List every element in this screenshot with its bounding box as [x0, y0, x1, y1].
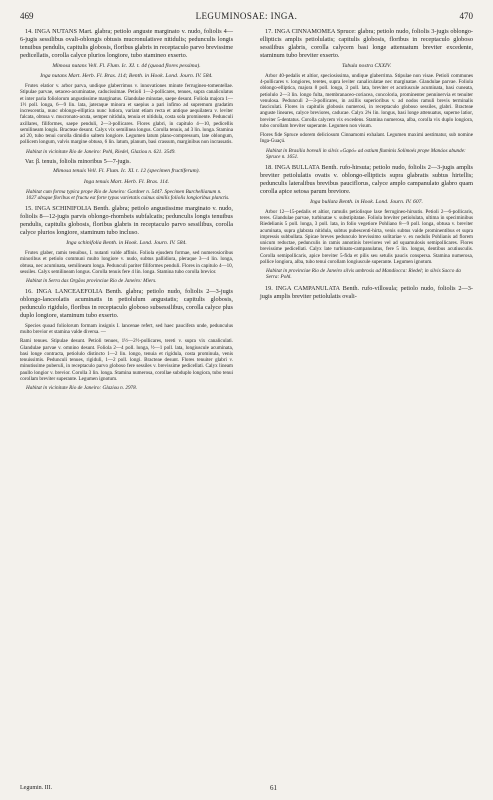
left-habitat-paragraph: Habitat in vicinitate Rio de Janeiro: Glaziou n. 2978. [26, 385, 138, 392]
left-column [20, 28, 233, 395]
left-species-paragraph: 14. INGA NUTANS Mart. glabra; petiolo anguste marginato v. nudo, foliolis 4—6-jugis sessilibus ovali-oblongis obtusis mucronulatisve nitidulis; pedunculis longis tenuibus pendulis, capitulis globosis, floribus glabris in receptaculo parvo brevissime pedicellatis, corolla calyce plurios longiore, tubo stamineo exserto. [20, 28, 233, 59]
running-title: LEGUMINOSAE: INGA. [195, 11, 298, 21]
right-desc-paragraph: Arbor 12—15-pedalis et altior, ramulis petiolisque laxe ferrugineo-hirsutis. Petioli 2—6-pollicaris, teres. Glandulae parvae, turbinatae v. substipitatae. Foliola breviter petiolulata, ultima in speciminibus Riedelianis 5 poll. longa, 3 poll. lata, in folio vegetiore Pohliano 8—9 poll. longa, obtusa v. breviter acuminata, supra glabrata nitidula, subtus pubescenti-hirta, venis subtus valde prominentibus et supra impressis subbullata. Spicae breves pedunculo brevissimo solitariae v. ex nodulis Pohlianis ad florem unicum reductae, pedunculis in ramis annotinis breviores vel ad squamulosis semipollicares. Flores brevissime pedicellati. Calyx late turbinato-campanulatus, fere 5 lin. longus, dentibus acutiusculis. Corolla semipollicaris, apice breviter 5-fida et pilis seu setulis paucis conspersa. Stamina numerosa, pollice longiora, alba, tubo tenui corollam longiuscule superante. Legumen ignotum. [260, 208, 473, 265]
right-desc-paragraph: Arbor 40-pedalis et altior, speciosissima, undique glaberrima. Stipulae non visae. Petioli communes 4-pollicares v. longiores, teretes, supra leviter canaliculatae nec marginatae. Glandulae parvae. Foliola oblongo-elliptica, majora 8 poll. longa, 3 poll. lata, breviter et acutiuscule acuminata, basi cuneata, petiolulo 2—3 lin. longo fulta, membranaceo-coriacea, concoloria, prominenter penninervia et tenuiter venulosa. Pedunculi 2—3-pollicares, in axillis superioribus v. ad nodos ramuli brevis terminalis fasciculati. Flores in capitulis globosis numerosi, in receptaculo globoso sessiles, glabri. Bracteae anguste lineares, calyce breviores, caducae. Calyx 2¾ lin. longus, basi longe attenuatus, superne latior, breviter 5-dentatus. Corolla calycem vix excedens. Stamina numerosa, alba, corolla vix duplo longiora, tubo corollam breviter superante. Legumen non visum. [260, 72, 473, 129]
right-small-paragraph: Flores fide Spruce odorem deliciosum Cinnamomi exhalant. Legumen maximi aestimatur, sub nomine Inga-Guaçú. [260, 132, 473, 145]
left-varp-paragraph: Var. β. tenuis, foliolis minoribus 5—7-jugis. [25, 158, 131, 165]
sheet-number: 61 [270, 784, 277, 792]
left-ref-paragraph: Inga schinifolia Benth. in Hook. Lond. Journ. IV. 584. [66, 239, 187, 246]
left-habitat-paragraph: Habitat cum forma typica prope Rio de Janeiro: Gardner n. 5447. Specimen Burchellianum n. 1027 absque floribus et fructu est forte typus varietatis cuinus similis foliolis longioribus planctis. [26, 188, 230, 202]
right-ref-paragraph: Tabula nostra CXXIV. [342, 62, 391, 69]
left-habitat-paragraph: Habitat in Serra das Orgãos provinciae Rio de Janeiro: Miers. [26, 278, 157, 285]
right-column [260, 28, 473, 303]
right-species-paragraph: 17. INGA CINNAMOMEA Spruce: glabra; petiolo nudo, foliolis 3-jugis oblongo-ellipticis amplis petiolulatis; capitulis globosis, floribus in receptaculo globoso sessilibus glabris, corolla calycem basi longe attenuatum breviter excedente, staminum tubo breviter exserto. [260, 28, 473, 59]
page-header [20, 11, 473, 25]
left-ref-paragraph: Mimosa nutans Vell. Fl. Flum. Ic. XI. t. 44 (quoad flores pessima). [52, 62, 201, 69]
left-ref-paragraph: Mimosa tenuis Vell. Fl. Flum. Ic. XI. t. 12 (specimen fructiferum). [53, 168, 200, 175]
left-ref-paragraph: Inga nutans Mart. Herb. Fl. Bras. 114; Benth. in Hook. Lond. Journ. IV. 584. [40, 72, 213, 79]
right-habitat-paragraph: Habitat in provinciae Rio de Janeiro silvis umbrosis ad Mandiocca: Riedel; in silvis Sacco da Serra: Pohl. [266, 268, 461, 281]
page-number-left: 469 [20, 11, 34, 21]
signature-mark: Legumin. III. [20, 785, 53, 791]
right-habitat-paragraph: Habitat in Brasilia boreali in silvis »Gapó« ad ostium fluminis Solimoés prope Manáos abunde: Spruce n. 1651. [266, 147, 466, 160]
left-habitat-paragraph: Habitat in vicinitate Rio de Janeiro: Pohl, Riedel, Glaziou n. 621. 3549. [26, 148, 176, 155]
left-small-paragraph: Rami tenues. Stipulae desunt. Petioli tenues, 1½—2½-pollicares, tereti v. supra vix canaliculati. Glandulae parvae v. omnino desunt. Foliola 2—4 poll. longa, ½—1 poll. lata, longiuscule acuminata, basi longe contracta, petiolulo distincto 1—2 lin. longo, tenuia et rigidula, costa prominula, venis tenuissimis. Pedunculi tenues, rigiduli, 1—2 poll. longi. Bracteae desunt. Flores tenuiter glabri v. minutissime puberuli, in receptaculo parvo globoso fere sessiles v. brevissime pedicellati. Calyx lineam paullo longior v. brevior. Corolla 3 lin. longa. Stamina numerosa, corollae subduplo longiora, tubo tenui corollam breviter superante. Legumen ignotum. [20, 338, 233, 382]
right-species-paragraph: 18. INGA BULLATA Benth. rufo-hirsuta; petiolo nudo, foliolis 2—3-jugis amplis breviter petiolulatis ovatis v. oblongo-ellipticis supra glabratis subtus hirtellis; pedunculis lateralibus brevibus pauciflorus, calyce amplo campanulato glabro quam corolla apice setosa parum breviore. [260, 164, 473, 195]
left-ref-paragraph: Inga tenuis Mart. Herb. Fl. Bras. 114. [83, 178, 170, 185]
right-ref-paragraph: Inga bullata Benth. in Hook. Lond. Journ. IV. 607. [310, 198, 423, 205]
left-desc-paragraph: Frutex glaber, ramis tenuibus, I. nutanti valde affinis. Foliola ejusdem formae, sed numerosioribus minoribus et petiolo communi multo longiore v. nudo, subtus pallidiora, pleraque 3—4 lin. longa, obtusa, nec acuminata, semilineam longa. Pedunculi pariter filiformes penduli. Flores in capitulo 4—10, sessiles. Calyx semilineam longus. Corolla tenuis fere 4 lin. longa. Stamina tubo corolla brevior. [20, 250, 233, 275]
page-number-right: 470 [459, 11, 473, 21]
left-desc-paragraph: Species quoad foliolorum formam insignis I. lancenae refert, sed haec paucifera unde, pedunculus multo brevior et stamina valde diversa. — [20, 322, 233, 336]
left-desc-paragraph: Frutex elatior v. arbor parva, undique glaberrimus v. innovationes minute ferrugineo-tomentellae. Stipulae parvae, setaceo-acuminatae, caducissimae. Petioli 1—2-pollicares, tenues, supra canaliculatus et inter paria foliolorum angustissime marginatus. Glandulae minutae, saepe desunt. Foliola majora 1—1½ poll. longa, 6—9 lin. lata, jateraque minora et saepius a pari infimo ad supremum gradatim increscentia, nunc oblongo-elliptica nunc lutiora, variant etiam recta et antique aequilatera v. leviter falcata, obtusa v. mucronato-acuta, semper nitidula, tenuia et nitidula, costa sola prominente. Pedunculi axillares, filiformes, saepe penduli, 2—3-pollicares. Flores glabri, in capitulo 4—10, pedicellis semilineam longis. Bracteae desunt. Calyx vix semilinea longus. Corolla tenuis, ad 3 lin. longa. Stamina ad 20, tubo tenui corolla dimidio saltem longiore. Legumen latum plano-compressum, late oblongum, pollicem longum, valvis margine obtuso, 6 lin. latum, planum, basi crassum, marginibus non incrassatis. [20, 83, 233, 146]
left-species-paragraph: 16. INGA LANCEAEFOLIA Benth. glabra; petiolo nudo, foliolis 2—3-jugis oblongo-lanceolatis acuminatis in petiolulum angustatis; capitulis globosis, pedunculo rigidulo, floribus in receptaculo globoso subsessilibus, corolla calyce plus duplo longiore, staminum tubo exserto. [20, 288, 233, 320]
left-species-paragraph: 15. INGA SCHINIFOLIA Benth. glabra; petiolo angustissime marginato v. nudo, foliolis 8—12-jugis parvis oblongo-rhombeis subfalcatis; pedunculis longis tenuibus pendulis, capitulis globosis, floribus glabris in receptaculo parvo sessilibus, corolla calyce plurios longiore, staminum tubo incluso. [20, 205, 233, 236]
right-species-paragraph: 19. INGA CAMPANULATA Benth. rufo-villosula; petiolo nudo, foliolis 2—3-jugis amplis breviter petiolulatis ovali- [260, 284, 473, 300]
